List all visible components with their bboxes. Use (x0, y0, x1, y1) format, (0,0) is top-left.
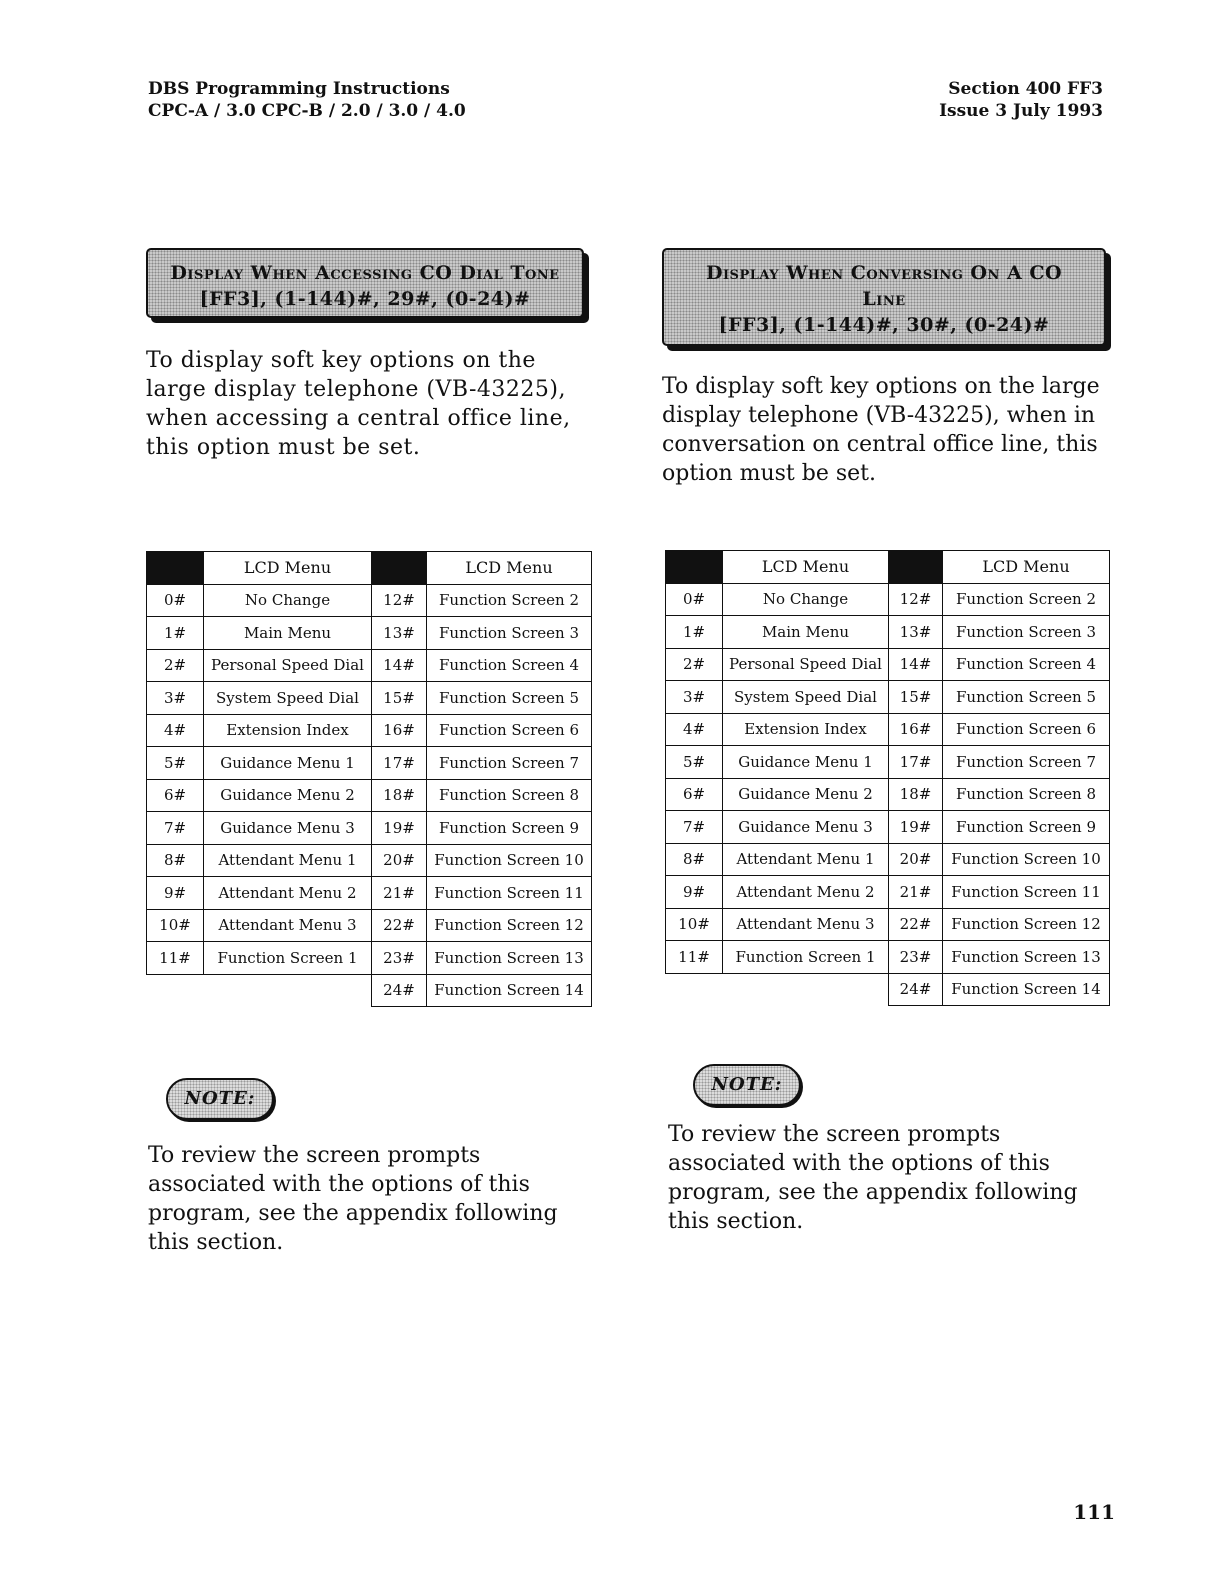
table-row (147, 714, 592, 747)
code-cell: 6# (147, 779, 204, 812)
menu-cell: Function Screen 6 (943, 713, 1110, 746)
header-lcd-menu: LCD Menu (204, 552, 372, 585)
table-row (147, 877, 592, 910)
menu-cell: Function Screen 12 (427, 909, 592, 942)
table-row (147, 649, 592, 682)
menu-cell: Function Screen 5 (427, 682, 592, 715)
menu-cell: Function Screen 8 (943, 778, 1110, 811)
right-column (662, 248, 1122, 488)
code-cell: 17# (372, 747, 427, 780)
header-blank-cell (372, 552, 427, 585)
menu-cell: Function Screen 6 (427, 714, 592, 747)
code-cell: 4# (147, 714, 204, 747)
menu-cell: Main Menu (723, 616, 889, 649)
code-cell: 17# (889, 746, 943, 779)
menu-cell: Function Screen 14 (427, 974, 592, 1007)
menu-cell: Function Screen 13 (427, 942, 592, 975)
code-cell: 4# (666, 713, 723, 746)
code-cell: 0# (666, 583, 723, 616)
header-blank-cell (889, 551, 943, 584)
table-row (147, 974, 592, 1007)
menu-cell: Extension Index (723, 713, 889, 746)
menu-cell: Attendant Menu 2 (723, 876, 889, 909)
table-row (666, 778, 1110, 811)
menu-cell: Function Screen 7 (427, 747, 592, 780)
menu-cell: Guidance Menu 1 (723, 746, 889, 779)
table-row (147, 812, 592, 845)
table-row (666, 713, 1110, 746)
code-cell: 7# (147, 812, 204, 845)
menu-cell: Guidance Menu 3 (204, 812, 372, 845)
empty-cell (666, 973, 723, 1006)
menu-cell: Function Screen 12 (943, 908, 1110, 941)
code-cell: 2# (147, 649, 204, 682)
menu-cell: System Speed Dial (723, 681, 889, 714)
code-cell: 8# (147, 844, 204, 877)
menu-cell: Function Screen 11 (943, 876, 1110, 909)
header-left (148, 78, 466, 122)
menu-cell: Function Screen 7 (943, 746, 1110, 779)
code-cell: 13# (372, 617, 427, 650)
code-cell: 9# (147, 877, 204, 910)
left-note-badge: NOTE: (166, 1078, 274, 1120)
empty-cell (147, 974, 204, 1007)
code-cell: 16# (889, 713, 943, 746)
code-cell: 15# (889, 681, 943, 714)
right-note-text: To review the screen prompts associated with the options of this program, see the appendix following this section. (668, 1122, 1078, 1234)
code-cell: 20# (372, 844, 427, 877)
table-row (147, 747, 592, 780)
menu-cell: Function Screen 11 (427, 877, 592, 910)
right-command: [FF3], (1-144)#, 30#, (0-24)# (718, 314, 1050, 336)
table-row (147, 909, 592, 942)
menu-cell: Attendant Menu 1 (204, 844, 372, 877)
right-title-line2: Line (862, 288, 906, 310)
code-cell: 5# (666, 746, 723, 779)
code-cell: 5# (147, 747, 204, 780)
code-cell: 0# (147, 584, 204, 617)
header-lcd-menu: LCD Menu (723, 551, 889, 584)
table-row (147, 942, 592, 975)
table-row (666, 746, 1110, 779)
code-cell: 3# (666, 681, 723, 714)
table-row (666, 973, 1110, 1006)
code-cell: 21# (889, 876, 943, 909)
code-cell: 7# (666, 811, 723, 844)
header-blank-cell (666, 551, 723, 584)
doc-versions: CPC-A / 3.0 CPC-B / 2.0 / 3.0 / 4.0 (148, 101, 466, 121)
table-row (666, 681, 1110, 714)
code-cell: 18# (889, 778, 943, 811)
menu-cell: Function Screen 5 (943, 681, 1110, 714)
menu-cell: Attendant Menu 1 (723, 843, 889, 876)
table-row (666, 616, 1110, 649)
code-cell: 16# (372, 714, 427, 747)
menu-cell: Function Screen 1 (204, 942, 372, 975)
left-description: To display soft key options on the large display telephone (VB-43225), when accessing a central office line, this option must be set. (146, 348, 571, 460)
table-row (147, 779, 592, 812)
menu-cell: Attendant Menu 3 (723, 908, 889, 941)
menu-cell: Function Screen 9 (427, 812, 592, 845)
header-right (939, 78, 1103, 122)
left-title-box (146, 248, 584, 318)
right-title-box (662, 248, 1106, 346)
code-cell: 11# (666, 941, 723, 974)
table-row (666, 811, 1110, 844)
code-cell: 23# (372, 942, 427, 975)
code-cell: 1# (147, 617, 204, 650)
table-row (666, 583, 1110, 616)
right-title: Display When Conversing On A CO (706, 262, 1062, 284)
header-lcd-menu: LCD Menu (427, 552, 592, 585)
menu-cell: System Speed Dial (204, 682, 372, 715)
menu-cell: Function Screen 10 (943, 843, 1110, 876)
code-cell: 3# (147, 682, 204, 715)
table-row (666, 876, 1110, 909)
code-cell: 6# (666, 778, 723, 811)
code-cell: 14# (372, 649, 427, 682)
left-command: [FF3], (1-144)#, 29#, (0-24)# (199, 288, 531, 310)
code-cell: 8# (666, 843, 723, 876)
menu-cell: Main Menu (204, 617, 372, 650)
right-description: To display soft key options on the large display telephone (VB-43225), when in conversation on central office line, this option must be set. (662, 374, 1100, 486)
code-cell: 22# (889, 908, 943, 941)
code-cell: 12# (889, 583, 943, 616)
menu-cell: Guidance Menu 2 (204, 779, 372, 812)
table-header-row (666, 551, 1110, 584)
table-header-row (147, 552, 592, 585)
code-cell: 19# (889, 811, 943, 844)
table-row (666, 941, 1110, 974)
menu-cell: Function Screen 13 (943, 941, 1110, 974)
doc-title: DBS Programming Instructions (148, 79, 450, 99)
menu-cell: Function Screen 3 (427, 617, 592, 650)
code-cell: 23# (889, 941, 943, 974)
section-label: Section 400 FF3 (948, 79, 1103, 99)
left-note-text: To review the screen prompts associated with the options of this program, see the appendix following this section. (148, 1143, 558, 1255)
code-cell: 1# (666, 616, 723, 649)
menu-cell: Personal Speed Dial (723, 648, 889, 681)
menu-cell: Function Screen 14 (943, 973, 1110, 1006)
right-lcd-table (665, 550, 1110, 1006)
menu-cell: Function Screen 3 (943, 616, 1110, 649)
code-cell: 11# (147, 942, 204, 975)
issue-label: Issue 3 July 1993 (939, 101, 1103, 121)
menu-cell: No Change (204, 584, 372, 617)
menu-cell: Function Screen 4 (427, 649, 592, 682)
menu-cell: Personal Speed Dial (204, 649, 372, 682)
menu-cell: Function Screen 1 (723, 941, 889, 974)
table-row (147, 617, 592, 650)
code-cell: 12# (372, 584, 427, 617)
code-cell: 20# (889, 843, 943, 876)
code-cell: 10# (666, 908, 723, 941)
menu-cell: Function Screen 8 (427, 779, 592, 812)
code-cell: 10# (147, 909, 204, 942)
right-note-badge: NOTE: (693, 1064, 801, 1106)
menu-cell: No Change (723, 583, 889, 616)
code-cell: 22# (372, 909, 427, 942)
empty-cell (723, 973, 889, 1006)
code-cell: 9# (666, 876, 723, 909)
code-cell: 24# (889, 973, 943, 1006)
menu-cell: Guidance Menu 3 (723, 811, 889, 844)
header-blank-cell (147, 552, 204, 585)
code-cell: 21# (372, 877, 427, 910)
menu-cell: Function Screen 2 (943, 583, 1110, 616)
menu-cell: Function Screen 2 (427, 584, 592, 617)
menu-cell: Attendant Menu 3 (204, 909, 372, 942)
table-row (666, 843, 1110, 876)
empty-cell (204, 974, 372, 1007)
code-cell: 15# (372, 682, 427, 715)
header-lcd-menu: LCD Menu (943, 551, 1110, 584)
table-row (147, 844, 592, 877)
left-lcd-table (146, 551, 592, 1007)
page-number: 111 (1073, 1500, 1115, 1524)
menu-cell: Function Screen 9 (943, 811, 1110, 844)
code-cell: 19# (372, 812, 427, 845)
menu-cell: Function Screen 4 (943, 648, 1110, 681)
menu-cell: Function Screen 10 (427, 844, 592, 877)
menu-cell: Attendant Menu 2 (204, 877, 372, 910)
table-row (666, 908, 1110, 941)
menu-cell: Guidance Menu 2 (723, 778, 889, 811)
code-cell: 14# (889, 648, 943, 681)
left-column (146, 248, 606, 462)
table-row (147, 584, 592, 617)
menu-cell: Guidance Menu 1 (204, 747, 372, 780)
table-row (666, 648, 1110, 681)
left-title: Display When Accessing CO Dial Tone (170, 262, 560, 284)
code-cell: 18# (372, 779, 427, 812)
code-cell: 24# (372, 974, 427, 1007)
code-cell: 2# (666, 648, 723, 681)
menu-cell: Extension Index (204, 714, 372, 747)
code-cell: 13# (889, 616, 943, 649)
table-row (147, 682, 592, 715)
